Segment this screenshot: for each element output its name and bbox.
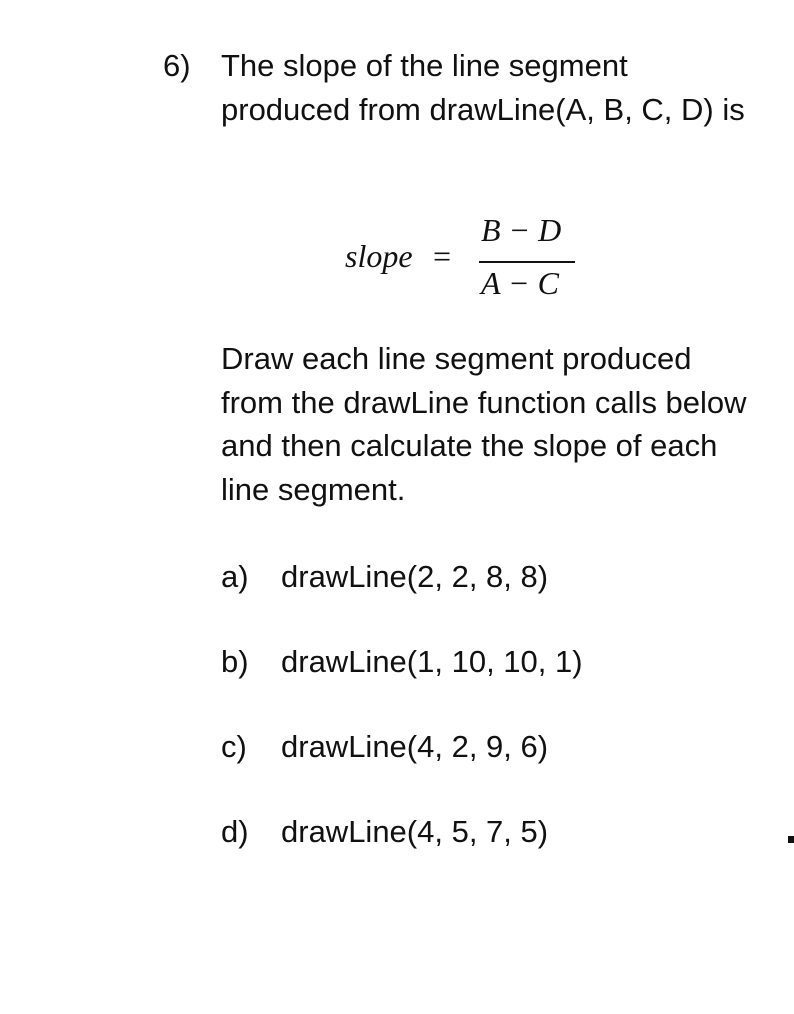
formula-lhs: slope: [345, 238, 413, 274]
part-call: drawLine(4, 5, 7, 5): [281, 814, 549, 849]
part-letter: d): [221, 814, 249, 849]
formula-equals: =: [433, 238, 452, 274]
part-letter: b): [221, 644, 249, 679]
question-number: 6): [163, 48, 191, 83]
part-letter: c): [221, 729, 247, 764]
part-call: drawLine(4, 2, 9, 6): [281, 729, 549, 764]
formula-denominator: A − C: [481, 265, 559, 301]
fraction-bar: [479, 261, 575, 263]
part-call: drawLine(2, 2, 8, 8): [281, 559, 549, 594]
part-call: drawLine(1, 10, 10, 1): [281, 644, 583, 679]
question-stem: The slope of the line segment produced from drawLine(A, B, C, D) is: [221, 48, 745, 127]
formula-numerator: B − D: [481, 212, 562, 248]
part-letter: a): [221, 559, 249, 594]
instructions: Draw each line segment produced from the drawLine function calls below and then calculate the slope of each line segment.: [221, 341, 747, 507]
edge-mark: [788, 836, 794, 843]
